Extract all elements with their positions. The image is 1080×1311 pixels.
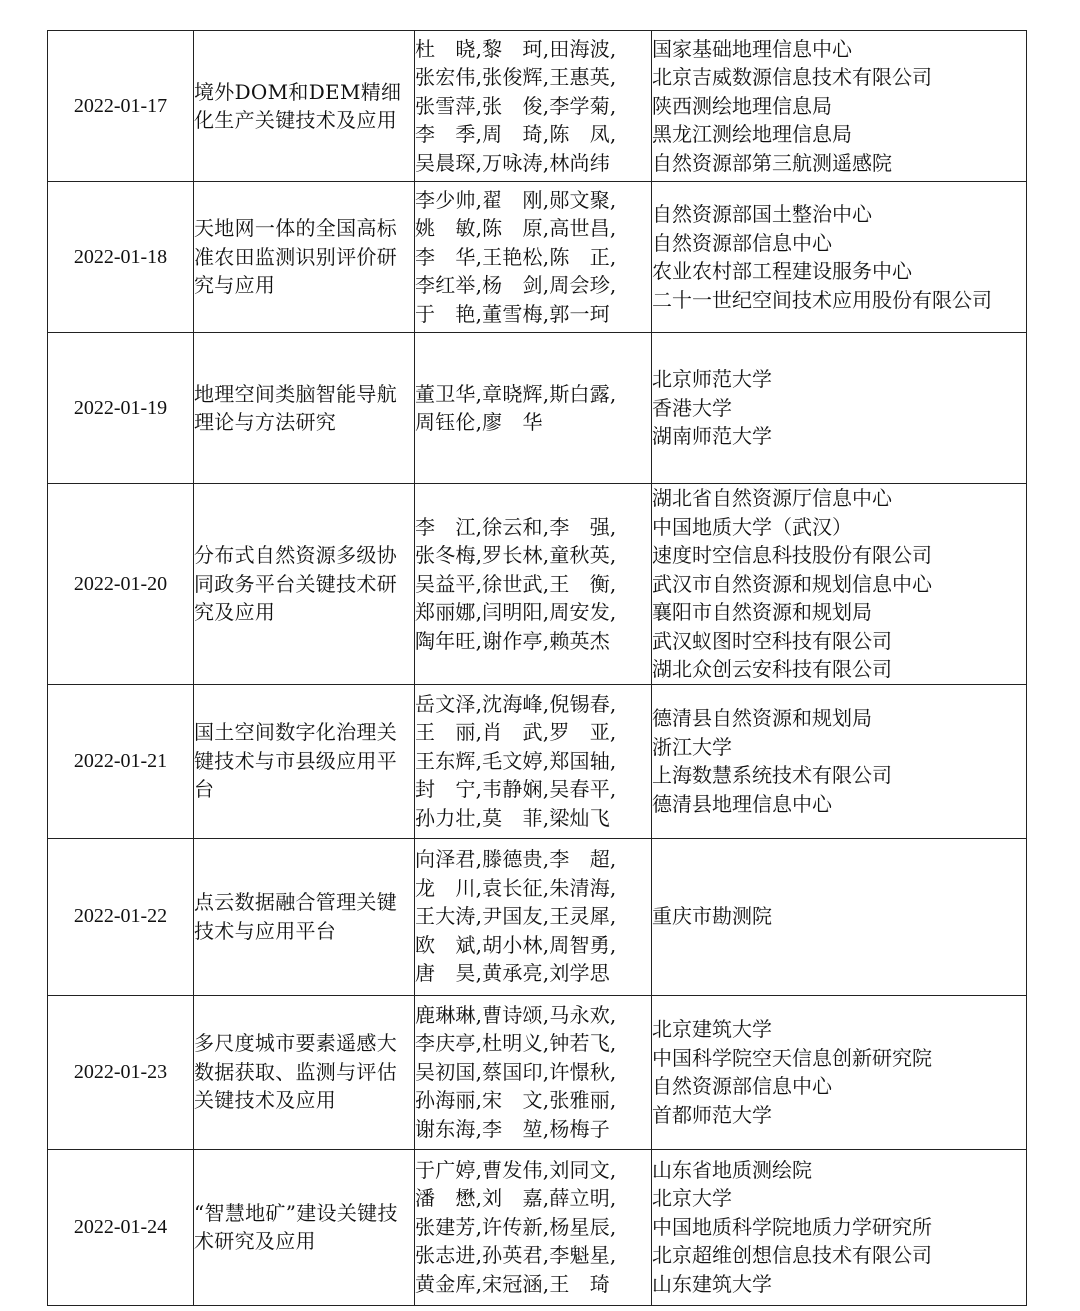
organization-line: 上海数慧系统技术有限公司 xyxy=(652,763,892,787)
project-code-cell: 2022-01-23 xyxy=(48,995,194,1149)
contributor-line: 李 江,徐云和,李 强, xyxy=(415,514,617,539)
contributor-line: 吴益平,徐世武,王 衡, xyxy=(415,571,617,596)
contributor-line: 姚 敏,陈 原,高世昌, xyxy=(415,216,617,241)
contributor-line: 张宏伟,张俊辉,王惠英, xyxy=(415,65,617,90)
contributor-line: 张志进,孙英君,李魁星, xyxy=(415,1243,617,1268)
organization-line: 山东建筑大学 xyxy=(652,1271,772,1296)
contributor-line: 潘 懋,刘 嘉,薛立明, xyxy=(415,1186,617,1211)
contributors-cell xyxy=(415,838,652,995)
project-code-cell: 2022-01-18 xyxy=(48,182,194,333)
contributor-line: 谢东海,李 堃,杨梅子 xyxy=(415,1116,610,1141)
table-row xyxy=(48,333,1027,484)
organization-line: 重庆市勘测院 xyxy=(652,904,772,929)
organizations-cell xyxy=(652,838,1027,995)
table-row xyxy=(48,1149,1027,1305)
organization-line: 北京建筑大学 xyxy=(652,1017,772,1041)
project-code-cell: 2022-01-22 xyxy=(48,838,194,995)
organization-line: 中国地质大学（武汉） xyxy=(652,514,852,539)
organizations-cell xyxy=(652,1149,1027,1305)
table-row xyxy=(48,684,1027,838)
contributor-line: 岳文泽,沈海峰,倪锡春, xyxy=(415,691,617,716)
contributor-line: 李 华,王艳松,陈 正, xyxy=(415,244,617,269)
project-code-cell: 2022-01-21 xyxy=(48,684,194,838)
contributor-line: 欧 斌,胡小林,周智勇, xyxy=(415,932,617,957)
organization-line: 香港大学 xyxy=(652,395,732,420)
organization-line: 襄阳市自然资源和规划局 xyxy=(652,600,872,624)
contributor-line: 李红举,杨 剑,周会珍, xyxy=(415,273,617,298)
organization-line: 北京吉威数源信息技术有限公司 xyxy=(652,65,932,90)
contributors-cell xyxy=(415,684,652,838)
contributor-line: 孙海丽,宋 文,张雅丽, xyxy=(415,1088,617,1113)
contributors-cell xyxy=(415,1149,652,1305)
organization-line: 湖南师范大学 xyxy=(652,424,772,449)
contributors-cell xyxy=(415,31,652,182)
organization-line: 湖北省自然资源厅信息中心 xyxy=(652,486,892,510)
contributor-line: 张建芳,许传新,杨星辰, xyxy=(415,1214,617,1239)
organizations-cell xyxy=(652,31,1027,182)
organization-line: 自然资源部国土整治中心 xyxy=(652,202,872,226)
contributor-line: 杜 晓,黎 珂,田海波, xyxy=(415,36,617,61)
project-code-cell: 2022-01-17 xyxy=(48,31,194,182)
contributor-line: 孙力壮,莫 菲,梁灿飞 xyxy=(415,805,610,830)
organization-line: 武汉蚁图时空科技有限公司 xyxy=(652,628,892,653)
organization-line: 农业农村部工程建设服务中心 xyxy=(652,259,912,283)
contributors-cell xyxy=(415,333,652,484)
contributor-line: 张冬梅,罗长林,童秋英, xyxy=(415,543,617,567)
organization-line: 德清县地理信息中心 xyxy=(652,791,832,816)
contributor-line: 封 宁,韦静娴,吴春平, xyxy=(415,777,617,802)
organization-line: 北京超维创想信息技术有限公司 xyxy=(652,1243,932,1268)
organization-line: 黑龙江测绘地理信息局 xyxy=(652,122,852,147)
project-code-cell: 2022-01-20 xyxy=(48,484,194,685)
organization-line: 陕西测绘地理信息局 xyxy=(652,93,832,118)
organization-line: 北京大学 xyxy=(652,1186,732,1211)
project-title: “智慧地矿”建设关键技术研究及应用 xyxy=(194,1200,398,1253)
contributor-line: 董卫华,章晓辉,斯白露, xyxy=(415,381,617,406)
contributor-line: 黄金库,宋冠涵,王 琦 xyxy=(415,1271,610,1296)
table-row xyxy=(48,31,1027,182)
contributor-line: 陶年旺,谢作亭,赖英杰 xyxy=(415,628,610,653)
project-title-cell xyxy=(194,838,415,995)
contributor-line: 吴晨琛,万咏涛,林尚纬 xyxy=(415,150,610,175)
contributor-line: 周钰伦,廖 华 xyxy=(415,410,543,434)
contributor-line: 鹿琳琳,曹诗颂,马永欢, xyxy=(415,1002,617,1027)
contributor-line: 李 季,周 琦,陈 凤, xyxy=(415,122,617,147)
table-row xyxy=(48,995,1027,1149)
contributor-line: 王东辉,毛文婷,郑国轴, xyxy=(415,748,617,773)
organization-line: 中国地质科学院地质力学研究所 xyxy=(652,1214,932,1239)
organization-line: 德清县自然资源和规划局 xyxy=(652,706,872,730)
contributor-line: 于 艳,董雪梅,郭一珂 xyxy=(415,301,610,326)
organizations-cell xyxy=(652,333,1027,484)
contributor-line: 于广婷,曹发伟,刘同文, xyxy=(415,1157,617,1182)
contributor-line: 王 丽,肖 武,罗 亚, xyxy=(415,720,617,745)
contributor-line: 李少帅,翟 刚,郧文聚, xyxy=(415,187,617,212)
organizations-cell xyxy=(652,684,1027,838)
project-title-cell xyxy=(194,684,415,838)
organizations-cell xyxy=(652,484,1027,685)
organization-line: 山东省地质测绘院 xyxy=(652,1157,812,1182)
organizations-cell xyxy=(652,182,1027,333)
contributor-line: 王大涛,尹国友,王灵犀, xyxy=(415,904,617,929)
contributors-cell xyxy=(415,484,652,685)
project-title: 地理空间类脑智能导航理论与方法研究 xyxy=(194,381,397,434)
project-title-cell xyxy=(194,484,415,685)
contributor-line: 唐 昊,黄承亮,刘学思 xyxy=(415,961,610,986)
project-title: 天地网一体的全国高标准农田监测识别评价研究与应用 xyxy=(194,216,397,298)
organization-line: 速度时空信息科技股份有限公司 xyxy=(652,543,932,567)
organization-line: 国家基础地理信息中心 xyxy=(652,36,852,61)
project-title-cell xyxy=(194,182,415,333)
awards-table-body xyxy=(48,31,1027,1306)
table-row xyxy=(48,182,1027,333)
organization-line: 首都师范大学 xyxy=(652,1102,772,1127)
contributors-cell xyxy=(415,995,652,1149)
project-title-cell xyxy=(194,995,415,1149)
organization-line: 自然资源部第三航测遥感院 xyxy=(652,150,892,175)
organizations-cell xyxy=(652,995,1027,1149)
organization-line: 北京师范大学 xyxy=(652,367,772,392)
project-title: 分布式自然资源多级协同政务平台关键技术研究及应用 xyxy=(194,543,397,624)
organization-line: 自然资源部信息中心 xyxy=(652,230,832,255)
project-title: 点云数据融合管理关键技术与应用平台 xyxy=(194,890,397,943)
organization-line: 武汉市自然资源和规划信息中心 xyxy=(652,571,932,596)
contributor-line: 向泽君,滕德贵,李 超, xyxy=(415,847,617,872)
contributor-line: 郑丽娜,闫明阳,周安发, xyxy=(415,600,617,624)
organization-line: 湖北众创云安科技有限公司 xyxy=(652,657,892,681)
project-title: 多尺度城市要素遥感大数据获取、监测与评估关键技术及应用 xyxy=(194,1031,397,1113)
contributor-line: 李庆亭,杜明义,钟若飞, xyxy=(415,1031,617,1056)
contributors-cell xyxy=(415,182,652,333)
project-title: 境外DOM和DEM精细化生产关键技术及应用 xyxy=(194,79,402,132)
organization-line: 自然资源部信息中心 xyxy=(652,1074,832,1098)
contributor-line: 龙 川,袁长征,朱清海, xyxy=(415,875,617,900)
organization-line: 二十一世纪空间技术应用股份有限公司 xyxy=(652,287,992,312)
organization-line: 浙江大学 xyxy=(652,734,732,759)
project-title-cell xyxy=(194,333,415,484)
project-title: 国土空间数字化治理关键技术与市县级应用平台 xyxy=(194,720,397,802)
contributor-line: 张雪萍,张 俊,李学菊, xyxy=(415,93,617,118)
table-row xyxy=(48,484,1027,685)
project-title-cell xyxy=(194,1149,415,1305)
project-title-cell xyxy=(194,31,415,182)
awards-table xyxy=(47,30,1027,1306)
contributor-line: 吴初国,蔡国印,许憬秋, xyxy=(415,1059,617,1084)
project-code-cell: 2022-01-24 xyxy=(48,1149,194,1305)
table-row xyxy=(48,838,1027,995)
project-code-cell: 2022-01-19 xyxy=(48,333,194,484)
organization-line: 中国科学院空天信息创新研究院 xyxy=(652,1045,932,1070)
